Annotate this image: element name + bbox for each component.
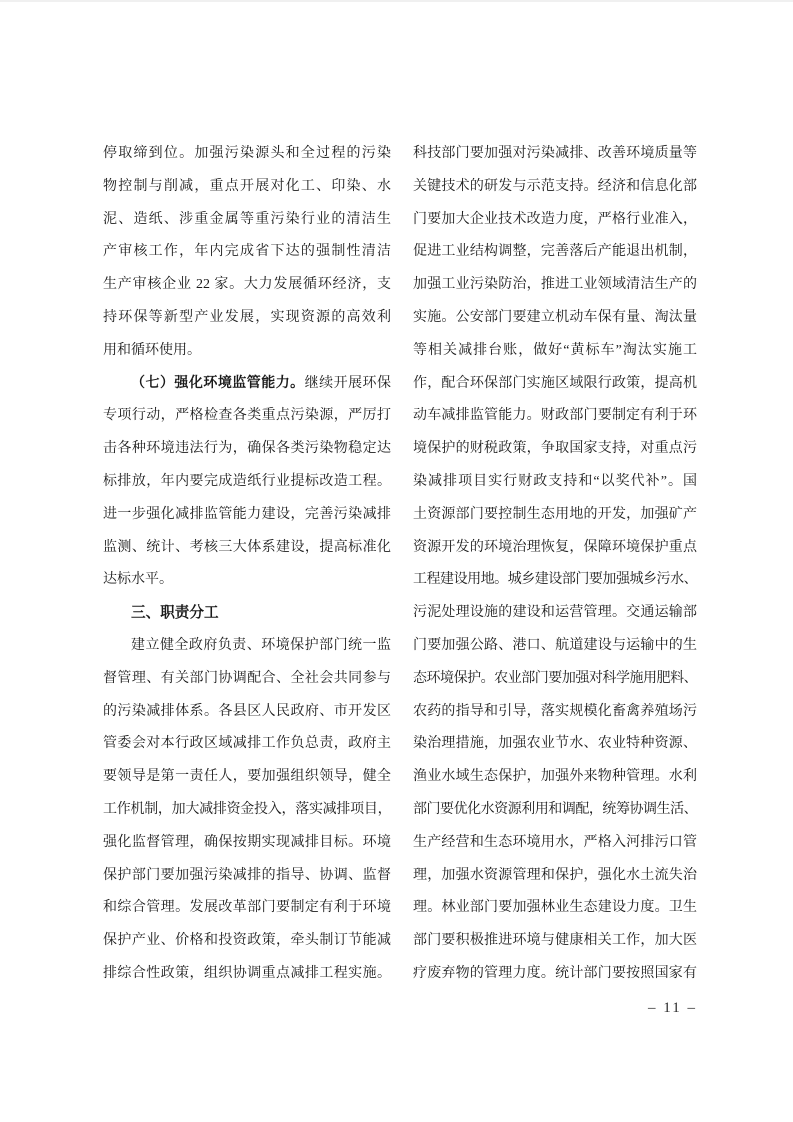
text-line: 态环境保护。农业部门要加强对科学施用肥料、: [413, 670, 697, 686]
text-line: 督管理、有关部门协调配合、全社会共同参与: [103, 670, 391, 686]
text-line: 科技部门要加强对污染减排、改善环境质量等: [413, 146, 697, 161]
text-line: 的污染减排体系。各县区人民政府、市开发区: [103, 703, 391, 719]
text-line: 门要加强公路、港口、航道建设与运输中的生: [413, 637, 697, 653]
text-line: 部门要积极推进环境与健康相关工作，加大医: [413, 933, 697, 949]
text-line: 要领导是第一责任人，要加强组织领导，健全: [103, 769, 391, 785]
text-line: 土资源部门要控制生态用地的开发，加强矿产: [413, 506, 697, 522]
text-line: 等相关减排台账，做好“黄标车”淘汰实施工: [413, 342, 697, 358]
text-line: 疗废弃物的管理力度。统计部门要按照国家有: [413, 965, 697, 981]
text-line: 工作机制，加大减排资金投入，落实减排项目，: [103, 801, 391, 817]
text-line: 加强工业污染防治，推进工业领域清洁生产的: [413, 277, 697, 293]
section-heading: 三、职责分工: [131, 605, 219, 622]
text-line: 产审核工作，年内完成省下达的强制性清洁: [103, 244, 391, 260]
text-line: 实施。公安部门要建立机动车保有量、淘汰量: [413, 309, 697, 325]
text-line: 部门要优化水资源利用和调配，统筹协调生活、: [413, 801, 697, 817]
text-line: 保护产业、价格和投资政策，牵头制订节能减: [103, 933, 391, 949]
text-line: 强化监督管理，确保按期实现减排目标。环境: [103, 834, 391, 850]
text-column-right: [413, 138, 697, 991]
text-line: 泥、造纸、涉重金属等重污染行业的清洁生: [103, 211, 391, 227]
text-line: 击各种环境违法行为，确保各类污染物稳定达: [103, 441, 391, 457]
paragraph-lead-bold: （七）强化环境监管能力。: [131, 375, 305, 391]
text-line: 用和循环使用。: [103, 342, 201, 358]
text-line: 标排放，年内要完成造纸行业提标改造工程。: [103, 473, 391, 489]
text-line: 建立健全政府负责、环境保护部门统一监: [131, 637, 391, 653]
text-line: 污泥处理设施的建设和运营管理。交通运输部: [413, 605, 697, 621]
text-line: 达标水平。: [103, 572, 173, 588]
text-line: 理。林业部门要加强林业生态建设力度。卫生: [413, 900, 697, 916]
text-line: 物控制与削减，重点开展对化工、印染、水: [103, 178, 391, 194]
text-line: 染治理措施，加强农业节水、农业特种资源、: [413, 736, 697, 752]
text-line: （七）强化环境监管能力。继续开展环保: [131, 375, 392, 391]
text-line: 动车减排监管能力。财政部门要制定有利于环: [413, 408, 697, 424]
page-top-edge: [0, 0, 793, 2]
text-column-left: [103, 138, 391, 991]
text-line: 资源开发的环境治理恢复，保障环境保护重点: [413, 539, 697, 555]
text-line: 专项行动，严格检查各类重点污染源，严厉打: [103, 408, 391, 424]
text-line: 渔业水域生态保护，加强外来物种管理。水利: [413, 769, 697, 785]
text-line: 理，加强水资源管理和保护，强化水土流失治: [413, 867, 697, 883]
text-line: 管委会对本行政区域减排工作负总责，政府主: [103, 736, 391, 752]
text-line: 进一步强化减排监管能力建设，完善污染减排: [103, 506, 391, 522]
text-line: 保护部门要加强污染减排的指导、协调、监督: [103, 867, 391, 883]
text-line: 促进工业结构调整，完善落后产能退出机制，: [413, 244, 697, 260]
text-line: 停取缔到位。加强污染源头和全过程的污染: [103, 146, 391, 161]
text-line: 生产审核企业 22 家。大力发展循环经济，支: [103, 277, 391, 293]
text-line: 门要加大企业技术改造力度，严格行业准入，: [413, 211, 697, 227]
text-line: 染减排项目实行财政支持和“以奖代补”。国: [413, 473, 697, 489]
text-line: 生产经营和生态环境用水，严格入河排污口管: [413, 834, 697, 850]
text-line: 和综合管理。发展改革部门要制定有利于环境: [103, 900, 391, 916]
text-line: 关键技术的研发与示范支持。经济和信息化部: [413, 178, 697, 194]
text-line: 农药的指导和引导，落实规模化畜禽养殖场污: [413, 703, 697, 719]
text-line: 排综合性政策，组织协调重点减排工程实施。: [103, 965, 391, 981]
page-number: – 11 –: [648, 1000, 697, 1016]
text-line: 作，配合环保部门实施区域限行政策，提高机: [413, 375, 697, 391]
text-line: 工程建设用地。城乡建设部门要加强城乡污水、: [413, 572, 697, 588]
text-line: 监测、统计、考核三大体系建设，提高标准化: [103, 539, 391, 555]
text-line: 持环保等新型产业发展，实现资源的高效利: [103, 309, 391, 325]
text-line: 境保护的财税政策，争取国家支持，对重点污: [413, 441, 697, 457]
